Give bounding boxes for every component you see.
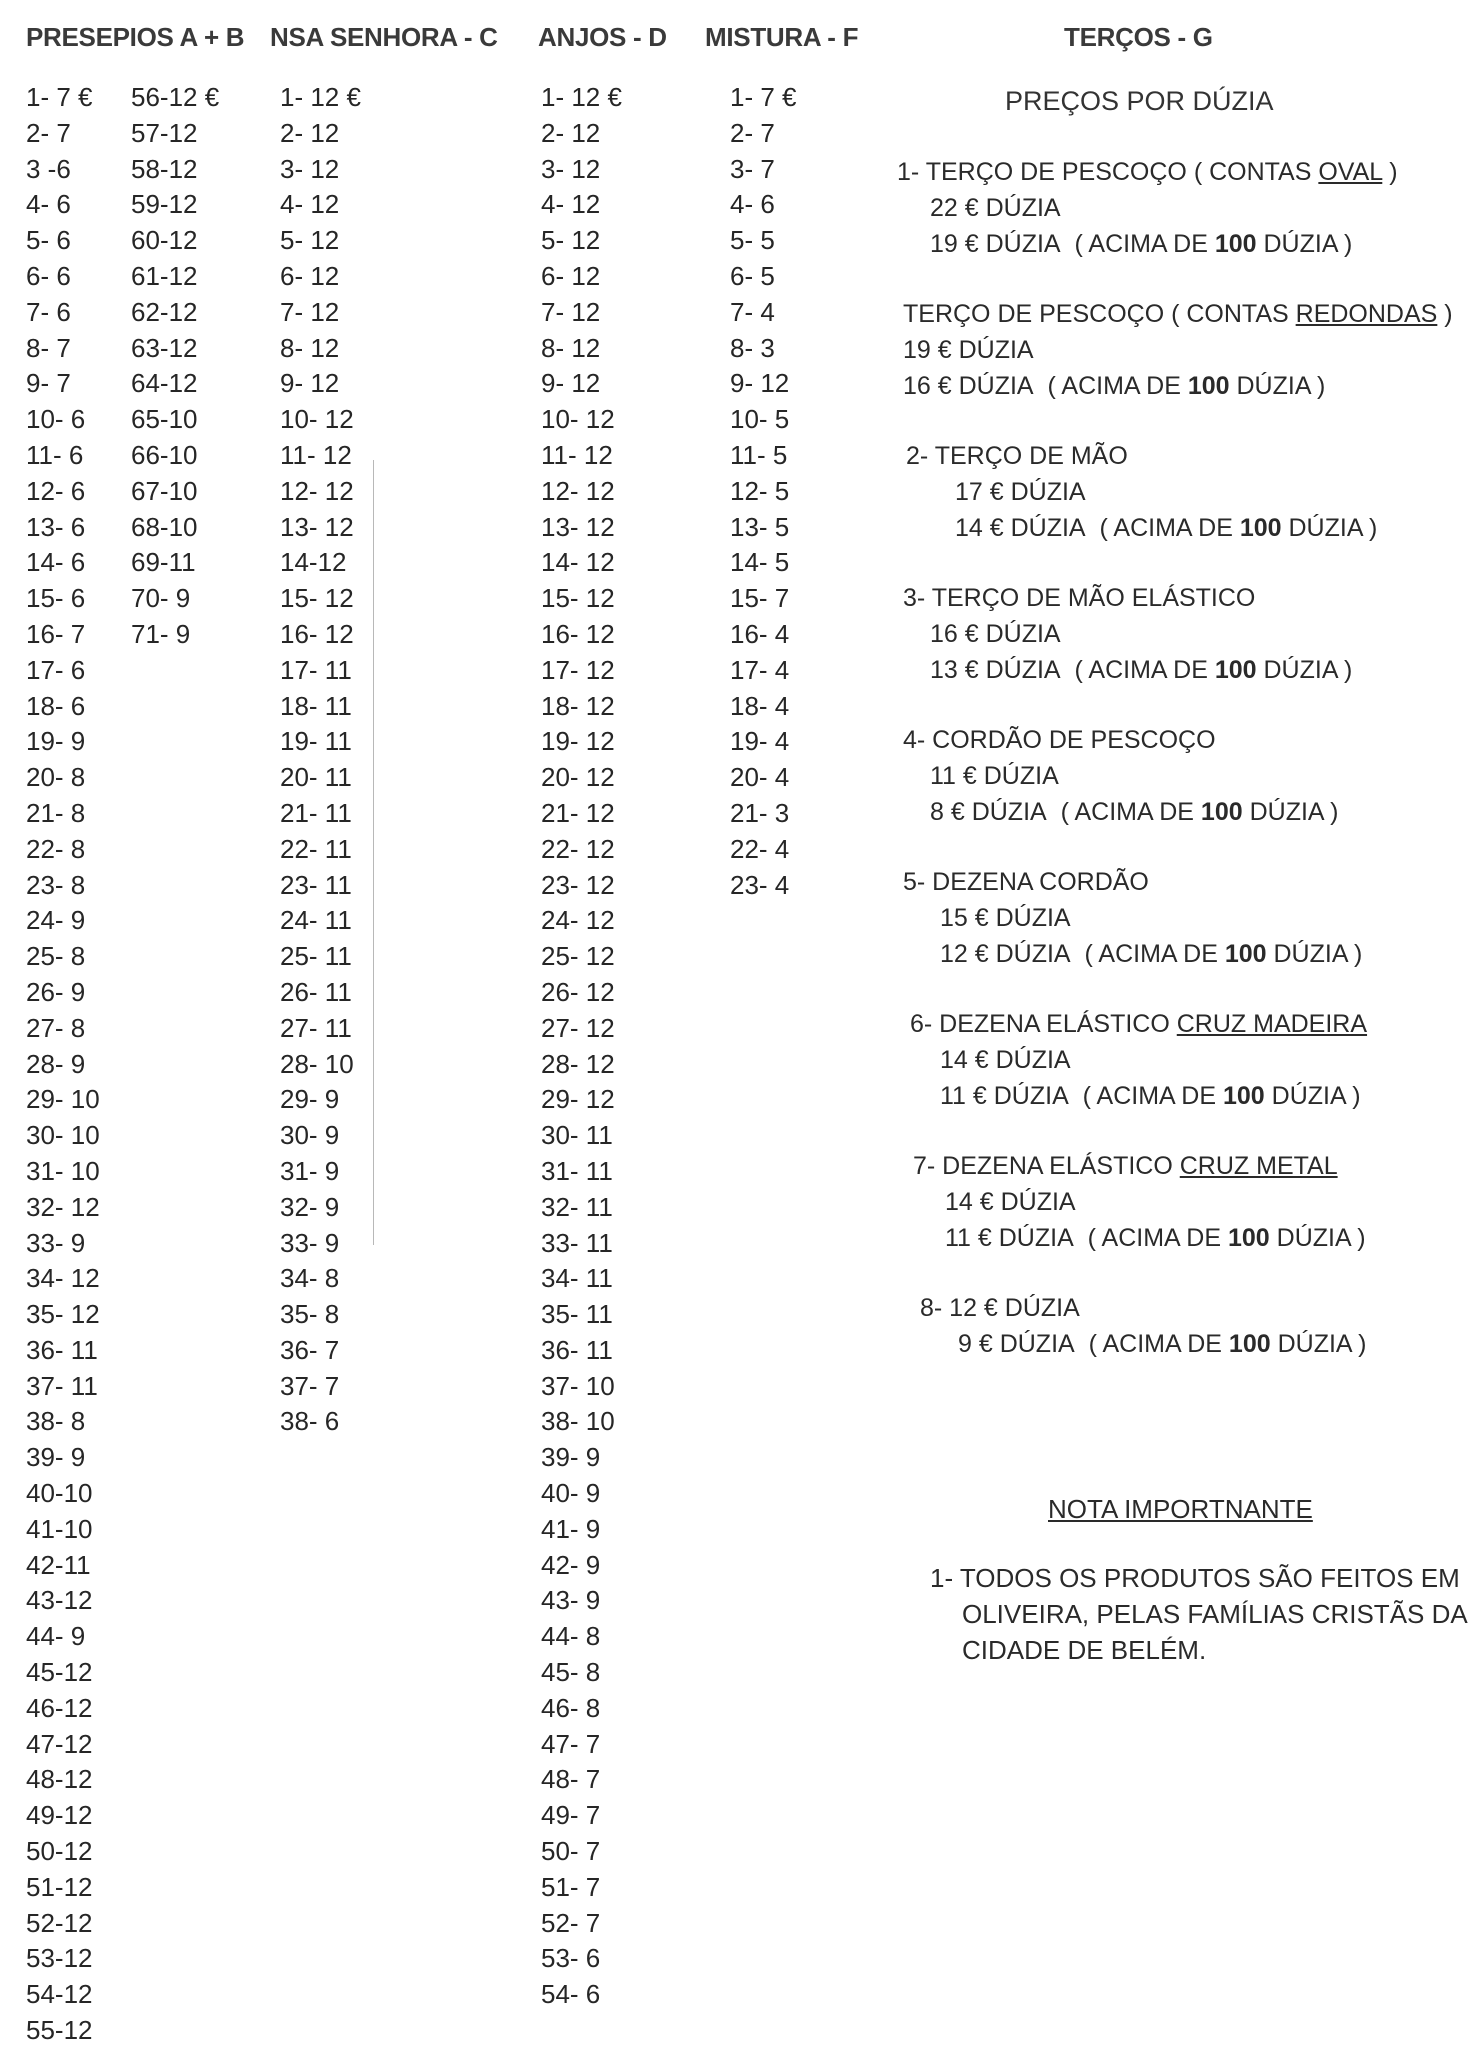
- list-item: 10- 12: [280, 404, 354, 435]
- list-item: 32- 11: [541, 1191, 613, 1222]
- list-item: 20- 8: [26, 762, 86, 793]
- list-item: 48-12: [26, 1764, 93, 1795]
- list-item: 1- 12 €: [280, 82, 361, 112]
- list-item: 49-12: [26, 1800, 93, 1831]
- list-item: 23- 12: [541, 869, 615, 900]
- list-item: 56-12 €: [131, 82, 220, 112]
- list-item: 5- 12: [280, 225, 340, 256]
- note-title: NOTA IMPORTNANTE: [1048, 1494, 1313, 1524]
- list-item: 14-12: [280, 547, 347, 578]
- list-item: 23- 11: [280, 869, 352, 900]
- list-item: 3- 12: [541, 153, 601, 184]
- list-item: 23- 8: [26, 869, 86, 900]
- list-item: 36- 11: [26, 1334, 98, 1365]
- note-text: [930, 1560, 1468, 1668]
- list-item: 27- 8: [26, 1012, 86, 1043]
- list-item: 1- 7 €: [730, 82, 797, 112]
- list-item: 44- 9: [26, 1621, 86, 1652]
- list-item: 45-12: [26, 1657, 93, 1688]
- terco-price: 15 € DÚZIA: [940, 904, 1071, 932]
- list-item: 34- 11: [541, 1263, 613, 1294]
- list-item: 29- 12: [541, 1084, 615, 1115]
- terco-title: 8- 12 € DÚZIA: [920, 1294, 1080, 1322]
- list-item: 15- 6: [26, 583, 86, 614]
- list-item: 31- 11: [541, 1155, 613, 1186]
- list-item: 11- 12: [541, 439, 613, 470]
- list-item: 8- 12: [280, 332, 340, 363]
- list-item: 16- 7: [26, 618, 86, 649]
- list-item: 1- 12 €: [541, 82, 622, 112]
- list-item: 10- 5: [730, 404, 790, 435]
- divider-line: [373, 460, 374, 1245]
- list-item: 5- 12: [541, 225, 601, 256]
- list-item: 60-12: [131, 225, 198, 256]
- list-item: 57-12: [131, 117, 198, 148]
- list-item: 17- 4: [730, 654, 790, 685]
- list-item: 41-10: [26, 1513, 93, 1544]
- list-item: 33- 9: [280, 1227, 340, 1258]
- terco-bulk-price: 13 € DÚZIA ( ACIMA DE 100 DÚZIA ): [930, 656, 1353, 684]
- list-item: 14- 12: [541, 547, 615, 578]
- terco-title: 7- DEZENA ELÁSTICO CRUZ METAL: [913, 1152, 1338, 1180]
- tercos-subtitle: PREÇOS POR DÚZIA: [1005, 86, 1274, 116]
- list-item: 13- 12: [541, 511, 615, 542]
- list-item: 12- 6: [26, 475, 86, 506]
- list-item: 25- 12: [541, 941, 615, 972]
- list-item: 33- 9: [26, 1227, 86, 1258]
- list-item: 6- 5: [730, 260, 775, 291]
- terco-item: [913, 1148, 1366, 1256]
- list-item: 40-10: [26, 1478, 93, 1509]
- list-item: 12- 12: [541, 475, 615, 506]
- terco-title: 4- CORDÃO DE PESCOÇO: [903, 726, 1216, 754]
- list-item: 70- 9: [131, 583, 191, 614]
- list-item: 26- 11: [280, 976, 352, 1007]
- list-item: 46- 8: [541, 1692, 601, 1723]
- list-item: 6- 12: [280, 260, 340, 291]
- list-item: 31- 9: [280, 1155, 340, 1186]
- list-item: 61-12: [131, 260, 198, 291]
- list-item: 54- 6: [541, 1979, 601, 2010]
- list-item: 14- 5: [730, 547, 790, 578]
- list-item: 28- 12: [541, 1048, 615, 1079]
- header-nsa-senhora: NSA SENHORA - C: [270, 22, 498, 52]
- list-item: 37- 11: [26, 1370, 98, 1401]
- list-item: 24- 9: [26, 905, 86, 936]
- list-item: 54-12: [26, 1979, 93, 2010]
- list-item: 15- 7: [730, 583, 790, 614]
- list-item: 42-11: [26, 1549, 91, 1580]
- terco-price: 14 € DÚZIA: [945, 1188, 1076, 1216]
- list-item: 3- 12: [280, 153, 340, 184]
- list-item: 5- 6: [26, 225, 71, 256]
- list-item: 50- 7: [541, 1836, 601, 1867]
- list-item: 38- 10: [541, 1406, 615, 1437]
- terco-item: [903, 864, 1362, 972]
- terco-bulk-price: 12 € DÚZIA ( ACIMA DE 100 DÚZIA ): [940, 940, 1363, 968]
- list-item: 22- 11: [280, 833, 352, 864]
- terco-title: 2- TERÇO DE MÃO: [906, 442, 1128, 470]
- terco-bulk-price: 16 € DÚZIA ( ACIMA DE 100 DÚZIA ): [903, 372, 1326, 400]
- list-item: 45- 8: [541, 1657, 601, 1688]
- list-item: 7- 4: [730, 296, 775, 327]
- list-item: 63-12: [131, 332, 198, 363]
- terco-bulk-price: 11 € DÚZIA ( ACIMA DE 100 DÚZIA ): [945, 1224, 1366, 1252]
- list-item: 35- 12: [26, 1299, 100, 1330]
- terco-title: TERÇO DE PESCOÇO ( CONTAS REDONDAS ): [903, 300, 1453, 328]
- list-item: 19- 9: [26, 726, 86, 757]
- list-item: 18- 4: [730, 690, 790, 721]
- list-item: 17- 12: [541, 654, 615, 685]
- list-item: 69-11: [131, 547, 196, 578]
- terco-item: [903, 580, 1352, 688]
- list-item: 15- 12: [541, 583, 615, 614]
- list-item: 6- 12: [541, 260, 601, 291]
- terco-title: 1- TERÇO DE PESCOÇO ( CONTAS OVAL ): [897, 158, 1398, 186]
- mistura-list: [730, 80, 797, 903]
- terco-item: [906, 438, 1377, 546]
- list-item: 4- 12: [280, 189, 340, 220]
- header-presepios: PRESEPIOS A + B: [26, 22, 245, 52]
- list-item: 3 -6: [26, 153, 71, 184]
- note-line: 1- TODOS OS PRODUTOS SÃO FEITOS EM: [930, 1563, 1460, 1593]
- list-item: 53- 6: [541, 1943, 601, 1974]
- list-item: 16- 12: [541, 618, 615, 649]
- list-item: 62-12: [131, 296, 198, 327]
- list-item: 23- 4: [730, 869, 790, 900]
- list-item: 34- 8: [280, 1263, 340, 1294]
- nsa-senhora-list: [280, 80, 361, 1440]
- list-item: 28- 9: [26, 1048, 86, 1079]
- list-item: 19- 4: [730, 726, 790, 757]
- terco-bulk-price: 11 € DÚZIA ( ACIMA DE 100 DÚZIA ): [940, 1082, 1361, 1110]
- list-item: 11- 5: [730, 439, 788, 470]
- list-item: 27- 12: [541, 1012, 615, 1043]
- list-item: 31- 10: [26, 1155, 100, 1186]
- list-item: 7- 12: [280, 296, 340, 327]
- list-item: 17- 6: [26, 654, 86, 685]
- list-item: 24- 12: [541, 905, 615, 936]
- list-item: 21- 11: [280, 797, 352, 828]
- list-item: 16- 12: [280, 618, 354, 649]
- list-item: 40- 9: [541, 1478, 601, 1509]
- terco-price: 11 € DÚZIA: [930, 762, 1059, 790]
- list-item: 4- 6: [26, 189, 71, 220]
- list-item: 65-10: [131, 404, 198, 435]
- terco-item: [910, 1006, 1367, 1114]
- terco-price: 16 € DÚZIA: [930, 620, 1061, 648]
- list-item: 14- 6: [26, 547, 86, 578]
- list-item: 66-10: [131, 439, 198, 470]
- terco-price: 22 € DÚZIA: [930, 194, 1061, 222]
- list-item: 39- 9: [26, 1442, 86, 1473]
- list-item: 25- 8: [26, 941, 86, 972]
- list-item: 36- 7: [280, 1334, 340, 1365]
- list-item: 13- 6: [26, 511, 86, 542]
- list-item: 3- 7: [730, 153, 775, 184]
- list-item: 30- 11: [541, 1120, 613, 1151]
- list-item: 22- 12: [541, 833, 615, 864]
- list-item: 68-10: [131, 511, 198, 542]
- terco-price: 14 € DÚZIA: [940, 1046, 1071, 1074]
- list-item: 9- 12: [730, 368, 790, 399]
- list-item: 43-12: [26, 1585, 93, 1616]
- list-item: 47-12: [26, 1728, 93, 1759]
- list-item: 32- 9: [280, 1191, 340, 1222]
- header-tercos: TERÇOS - G: [1064, 22, 1213, 52]
- list-item: 16- 4: [730, 618, 790, 649]
- list-item: 29- 9: [280, 1084, 340, 1115]
- list-item: 55-12: [26, 2015, 93, 2046]
- list-item: 59-12: [131, 189, 198, 220]
- list-item: 30- 10: [26, 1120, 100, 1151]
- list-item: 13- 12: [280, 511, 354, 542]
- list-item: 18- 12: [541, 690, 615, 721]
- terco-bulk-price: 19 € DÚZIA ( ACIMA DE 100 DÚZIA ): [930, 230, 1353, 258]
- list-item: 47- 7: [541, 1728, 601, 1759]
- list-item: 8- 3: [730, 332, 775, 363]
- list-item: 19- 12: [541, 726, 615, 757]
- list-item: 7- 12: [541, 296, 601, 327]
- terco-item: [920, 1290, 1366, 1362]
- list-item: 26- 9: [26, 976, 86, 1007]
- list-item: 29- 10: [26, 1084, 100, 1115]
- list-item: 41- 9: [541, 1513, 601, 1544]
- list-item: 58-12: [131, 153, 198, 184]
- list-item: 10- 12: [541, 404, 615, 435]
- list-item: 67-10: [131, 475, 198, 506]
- list-item: 12- 12: [280, 475, 354, 506]
- list-item: 1- 7 €: [26, 82, 93, 112]
- presepios-list-2: [131, 80, 219, 653]
- terco-item: [903, 296, 1453, 404]
- list-item: 2- 12: [280, 117, 340, 148]
- list-item: 20- 4: [730, 762, 790, 793]
- terco-item: [903, 722, 1338, 830]
- list-item: 52- 7: [541, 1907, 601, 1938]
- list-item: 4- 6: [730, 189, 775, 220]
- list-item: 9- 7: [26, 368, 71, 399]
- list-item: 46-12: [26, 1692, 93, 1723]
- list-item: 24- 11: [280, 905, 352, 936]
- presepios-list-1: [26, 80, 100, 2049]
- list-item: 32- 12: [26, 1191, 100, 1222]
- terco-price: 17 € DÚZIA: [955, 478, 1086, 506]
- anjos-list: [541, 80, 622, 2013]
- list-item: 51- 7: [541, 1871, 601, 1902]
- list-item: 8- 7: [26, 332, 71, 363]
- list-item: 9- 12: [280, 368, 340, 399]
- list-item: 20- 12: [541, 762, 615, 793]
- list-item: 50-12: [26, 1836, 93, 1867]
- list-item: 2- 7: [26, 117, 71, 148]
- list-item: 11- 6: [26, 439, 84, 470]
- list-item: 4- 12: [541, 189, 601, 220]
- list-item: 64-12: [131, 368, 198, 399]
- terco-bulk-price: 9 € DÚZIA ( ACIMA DE 100 DÚZIA ): [958, 1330, 1367, 1358]
- list-item: 13- 5: [730, 511, 790, 542]
- list-item: 48- 7: [541, 1764, 601, 1795]
- list-item: 37- 7: [280, 1370, 340, 1401]
- list-item: 52-12: [26, 1907, 93, 1938]
- list-item: 11- 12: [280, 439, 352, 470]
- list-item: 43- 9: [541, 1585, 601, 1616]
- list-item: 21- 3: [730, 797, 790, 828]
- list-item: 10- 6: [26, 404, 86, 435]
- terco-title: 3- TERÇO DE MÃO ELÁSTICO: [903, 584, 1256, 612]
- list-item: 19- 11: [280, 726, 352, 757]
- list-item: 33- 11: [541, 1227, 613, 1258]
- terco-bulk-price: 14 € DÚZIA ( ACIMA DE 100 DÚZIA ): [955, 514, 1378, 542]
- list-item: 17- 11: [280, 654, 352, 685]
- list-item: 25- 11: [280, 941, 352, 972]
- header-anjos: ANJOS - D: [538, 22, 667, 52]
- header-mistura: MISTURA - F: [705, 22, 859, 52]
- terco-item: [897, 154, 1398, 262]
- list-item: 39- 9: [541, 1442, 601, 1473]
- terco-title: 5- DEZENA CORDÃO: [903, 868, 1149, 896]
- list-item: 18- 11: [280, 690, 352, 721]
- list-item: 30- 9: [280, 1120, 340, 1151]
- list-item: 22- 4: [730, 833, 790, 864]
- list-item: 20- 11: [280, 762, 352, 793]
- note-line: CIDADE DE BELÉM.: [962, 1635, 1207, 1665]
- list-item: 6- 6: [26, 260, 71, 291]
- list-item: 49- 7: [541, 1800, 601, 1831]
- list-item: 8- 12: [541, 332, 601, 363]
- list-item: 21- 12: [541, 797, 615, 828]
- list-item: 21- 8: [26, 797, 86, 828]
- list-item: 26- 12: [541, 976, 615, 1007]
- list-item: 34- 12: [26, 1263, 100, 1294]
- list-item: 28- 10: [280, 1048, 354, 1079]
- list-item: 22- 8: [26, 833, 86, 864]
- list-item: 18- 6: [26, 690, 86, 721]
- list-item: 5- 5: [730, 225, 775, 256]
- list-item: 42- 9: [541, 1549, 601, 1580]
- list-item: 71- 9: [131, 618, 191, 649]
- list-item: 12- 5: [730, 475, 790, 506]
- list-item: 51-12: [26, 1871, 93, 1902]
- list-item: 2- 7: [730, 117, 775, 148]
- terco-price: 19 € DÚZIA: [903, 336, 1034, 364]
- list-item: 27- 11: [280, 1012, 352, 1043]
- list-item: 2- 12: [541, 117, 601, 148]
- list-item: 37- 10: [541, 1370, 615, 1401]
- terco-title: 6- DEZENA ELÁSTICO CRUZ MADEIRA: [910, 1010, 1368, 1038]
- list-item: 38- 6: [280, 1406, 340, 1437]
- list-item: 35- 8: [280, 1299, 340, 1330]
- terco-bulk-price: 8 € DÚZIA ( ACIMA DE 100 DÚZIA ): [930, 798, 1339, 826]
- list-item: 44- 8: [541, 1621, 601, 1652]
- list-item: 9- 12: [541, 368, 601, 399]
- list-item: 15- 12: [280, 583, 354, 614]
- list-item: 53-12: [26, 1943, 93, 1974]
- list-item: 7- 6: [26, 296, 71, 327]
- note-line: OLIVEIRA, PELAS FAMÍLIAS CRISTÃS DA: [962, 1599, 1468, 1629]
- list-item: 38- 8: [26, 1406, 86, 1437]
- list-item: 35- 11: [541, 1299, 613, 1330]
- list-item: 36- 11: [541, 1334, 613, 1365]
